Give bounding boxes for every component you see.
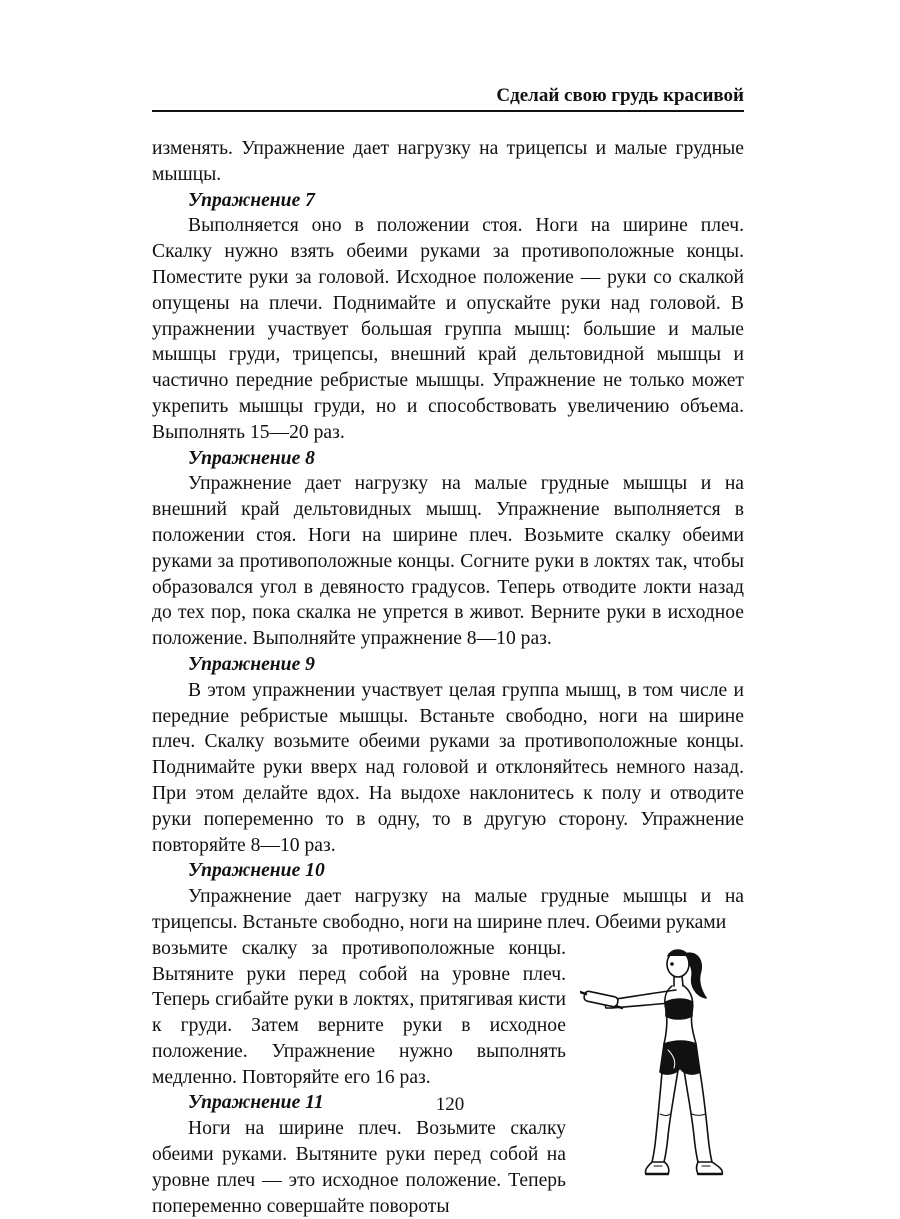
exercise-10-title: Упражнение 10 (188, 860, 325, 882)
exercise-10-text-part-2: возьмите скалку за противоположные концы. Вытяните руки перед собой на уровне плеч. Теперь сгибайте руки в локтях, притягивая кисти к груди. Затем верните руки в исходное положение. Упражнение нужно выполнять медленно. Повторяйте его 16 раз. (152, 937, 566, 1088)
exercise-9-title: Упражнение 9 (188, 653, 315, 675)
exercise-11-text: Ноги на ширине плеч. Возьмите скалку обеими руками. Вытяните руки перед собой на уровне плеч — это исходное положение. Теперь попеременно совершайте повороты (152, 1118, 566, 1217)
exercise-10-text-part-1: Упражнение дает нагрузку на малые грудные мышцы и на трицепсы. Встаньте свободно, ноги на ширине плеч. Обеими руками (152, 886, 744, 933)
exercise-8-title: Упражнение 8 (188, 447, 315, 469)
running-header: Сделай свою грудь красивой (496, 85, 744, 106)
exercise-7-text: Выполняется оно в положении стоя. Ноги на ширине плеч. Скалку нужно взять обеими руками за противоположные концы. Поместите руки за головой. Исходное положение — руки со скалкой опущены на плечи. Поднимайте и опускайте руки над головой. В упражнении участвует большая группа мышц: большие и малые мышцы груди, трицепсы, внешний край дельтовидной мышцы и частично передние ребристые мышцы. Упражнение не только может укрепить мышцы груди, но и способствовать увеличению объема. Выполнять 15—20 раз. (152, 215, 744, 443)
page-body (152, 136, 744, 1219)
exercise-9-text: В этом упражнении участвует целая группа мышц, в том числе и передние ребристые мышцы. Встаньте свободно, ноги на ширине плеч. Скалку возьмите обеими руками за противоположные концы. Поднимайте руки вверх над головой и отклоняйтесь немного назад. При этом делайте вдох. На выдохе наклонитесь к полу и отводите руки попеременно то в одну, то в другую сторону. Упражнение повторяйте 8—10 раз. (152, 679, 744, 856)
exercise-illustration (580, 940, 752, 1180)
exercise-11-title: Упражнение 11 (188, 1092, 324, 1114)
exercise-8-text: Упражнение дает нагрузку на малые грудные мышцы и на внешний край дельтовидных мышц. Упражнение выполняется в положении стоя. Ноги на ширине плеч. Возьмите скалку обеими руками за противоположные концы. Согните руки в локтях так, чтобы образовался угол в девяносто градусов. Теперь отводите локти назад до тех пор, пока скалка не упрется в живот. Верните руки в исходное положение. Выполняйте упражнение 8—10 раз. (152, 473, 744, 650)
header-rule (152, 110, 744, 112)
intro-paragraph: изменять. Упражнение дает нагрузку на трицепсы и малые грудные мышцы. (152, 138, 744, 185)
page-number: 120 (435, 1094, 465, 1115)
exercise-7-title: Упражнение 7 (188, 189, 315, 211)
woman-with-rolling-pin-icon (580, 940, 752, 1180)
